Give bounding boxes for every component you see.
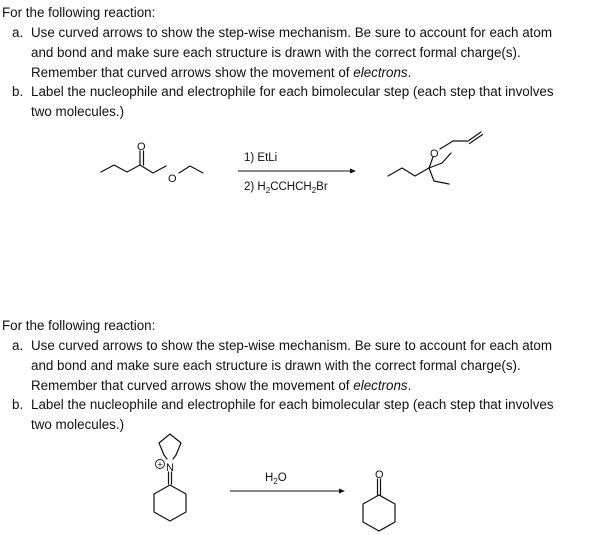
part-a-emphasis: electrons xyxy=(353,378,408,393)
reactant-iminium-structure xyxy=(154,434,186,521)
part-a-marker: a. xyxy=(12,338,24,353)
part-a-line-3-end: . xyxy=(407,378,412,393)
part-b-marker: b. xyxy=(12,397,24,412)
reactant-ester-oxygen: O xyxy=(168,173,177,185)
reactant-ester-structure xyxy=(101,151,203,173)
part-a-line-3-end: . xyxy=(407,65,412,80)
part-b-line-1: Label the nucleophile and electrophile for each bimolecular step (each step that involves xyxy=(31,397,554,412)
reactant-carbonyl-oxygen: O xyxy=(137,141,146,153)
part-b-line-1: Label the nucleophile and electrophile for each bimolecular step (each step that involves xyxy=(31,84,554,99)
part-a-line-2: and bond and make sure each structure is drawn with the correct formal charge(s). xyxy=(31,358,521,373)
part-b-line-2: two molecules.) xyxy=(31,417,125,432)
reactant-nitrogen: N xyxy=(166,462,174,474)
part-a-line-3-text: Remember that curved arrows show the movement of xyxy=(31,65,354,80)
product-ether-oxygen: O xyxy=(430,148,439,160)
reaction-2-arrow-head xyxy=(339,489,345,494)
reaction-1-figure xyxy=(0,125,612,205)
product-carbonyl-oxygen: O xyxy=(375,469,384,481)
part-a-line-3-text: Remember that curved arrows show the movement of xyxy=(31,378,354,393)
part-a-marker: a. xyxy=(12,25,24,40)
reaction-1-arrow-head xyxy=(350,169,356,174)
part-b-marker: b. xyxy=(12,84,24,99)
part-a-line-2: and bond and make sure each structure is drawn with the correct formal charge(s). xyxy=(31,45,521,60)
part-b-line-2: two molecules.) xyxy=(31,104,125,119)
positive-charge-sign: + xyxy=(157,459,163,470)
problem-1-intro: For the following reaction: xyxy=(2,5,156,20)
problem-2-intro: For the following reaction: xyxy=(2,318,156,333)
condition-step-2: 2) $H_2CCHCH_2Br$ xyxy=(244,181,328,195)
reaction-2-figure xyxy=(0,432,612,534)
part-a-line-1: Use curved arrows to show the step-wise mechanism. Be sure to account for each atom xyxy=(31,25,552,40)
part-a-line-1: Use curved arrows to show the step-wise mechanism. Be sure to account for each atom xyxy=(31,338,552,353)
part-a-line-3 xyxy=(31,63,610,83)
part-a-emphasis: electrons xyxy=(353,65,408,80)
part-a-line-3 xyxy=(31,376,610,396)
condition-step-1: 1) EtLi xyxy=(244,152,278,164)
reagent-water: $H_2O$ xyxy=(265,472,287,486)
product-cyclohexanone-structure xyxy=(363,479,395,531)
